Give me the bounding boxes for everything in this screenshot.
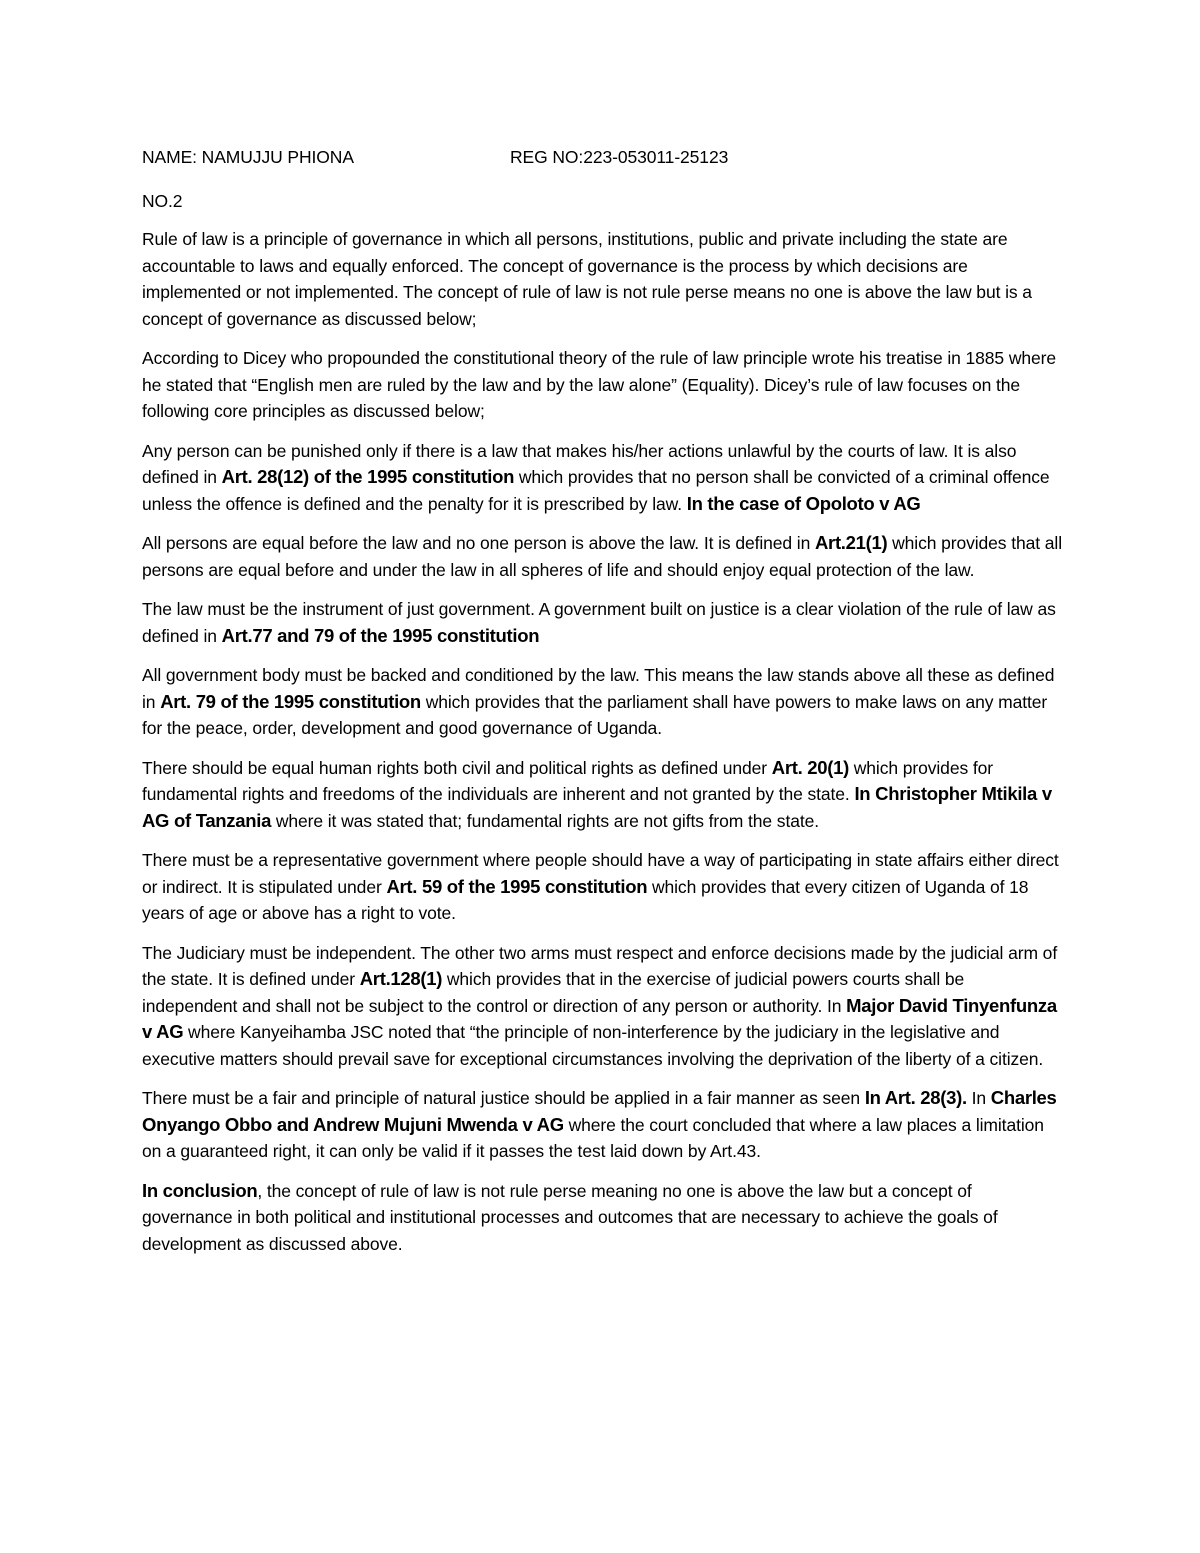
bold-citation: Art. 20(1) [771,756,849,778]
paragraph [142,662,1062,742]
bold-citation: In the case of Opoloto v AG [686,492,921,514]
registration-number: REG NO:223-053011-25123 [510,147,729,167]
text-run: where it was stated that; fundamental rights are not gifts from the state. [271,810,819,831]
bold-citation: In conclusion [142,1179,258,1201]
paragraph [142,438,1062,518]
text-run: Any person can be punished only if there is a law that makes his/her actions unlawful by the courts of law. It is also defined in [142,440,1017,487]
text-run: which provides that no person shall be convicted of a criminal offence unless the offence is defined and the penalty for it is prescribed by law. [142,467,1050,514]
text-run: There must be a representative government where people should have a way of participating in state affairs either direct or indirect. It is stipulated under [142,850,1059,897]
paragraph [142,1178,1062,1258]
paragraph [142,847,1062,927]
bold-citation: In Art. 28(3). [864,1087,967,1108]
paragraph [142,345,1062,425]
paragraph [142,530,1062,583]
bold-citation: Art.77 and 79 of the 1995 constitution [221,624,540,646]
text-run: There should be equal human rights both civil and political rights as defined under [142,757,772,778]
text-run: , the concept of rule of law is not rule perse meaning no one is above the law but a concept of governance in both political and institutional processes and outcomes that are necessary to achieve the goals of development as discussed above. [142,1180,998,1254]
bold-citation: Art. 59 of the 1995 constitution [386,875,648,897]
text-run: According to Dicey who propounded the constitutional theory of the rule of law principle wrote his treatise in 1885 where he stated that “English men are ruled by the law and by the law alone” (Equality). Dicey’s rule of law focuses on the following core principles as discussed below; [142,348,1056,421]
bold-citation: In Christopher Mtikila v AG of Tanzania [142,783,1052,831]
student-name: NAME: NAMUJJU PHIONA [142,147,354,167]
text-run: In [966,1088,991,1108]
paragraph [142,755,1062,835]
text-run: Rule of law is a principle of governance in which all persons, institutions, public and private including the state are accountable to laws and equally enforced. The concept of governance is the process by which decisions are implemented or not implemented. The concept of rule of law is not rule perse means no one is above the law but is a concept of governance as discussed below; [142,229,1032,329]
bold-citation: Charles Onyango Obbo and Andrew Mujuni Mwenda v AG [142,1087,1057,1135]
text-run: The law must be the instrument of just government. A government built on justice is a clear violation of the rule of law as defined in [142,599,1056,646]
text-run: which provides that every citizen of Uganda of 18 years of age or above has a right to vote. [142,876,1029,923]
text-run: The Judiciary must be independent. The other two arms must respect and enforce decisions made by the judicial arm of the state. It is defined under [142,942,1058,989]
document-body [142,226,1062,1270]
text-run: where the court concluded that where a law places a limitation on a guaranteed right, it can only be valid if it passes the test laid down by Art.43. [142,1114,1044,1161]
text-run: which provides for fundamental rights and freedoms of the individuals are inherent and not granted by the state. [142,757,993,804]
paragraph [142,940,1062,1073]
paragraph [142,1085,1062,1165]
question-number: NO.2 [142,191,183,211]
paragraph [142,596,1062,649]
text-run: All government body must be backed and conditioned by the law. This means the law stands above all these as defined in [142,665,1055,712]
text-run: There must be a fair and principle of natural justice should be applied in a fair manner as seen [142,1088,865,1108]
paragraph [142,226,1062,332]
text-run: All persons are equal before the law and no one person is above the law. It is defined in [142,533,815,553]
bold-citation: Art. 79 of the 1995 constitution [160,690,421,712]
bold-citation: Art.128(1) [359,968,443,989]
bold-citation: Art.21(1) [814,532,888,553]
bold-citation: Art. 28(12) of the 1995 constitution [221,466,515,487]
text-run: where Kanyeihamba JSC noted that “the principle of non-interference by the judiciary in the legislative and executive matters should prevail save for exceptional circumstances involving the deprivation of the liberty of a citizen. [142,1022,1044,1069]
text-run: which provides that all persons are equal before and under the law in all spheres of life and should enjoy equal protection of the law. [142,533,1062,580]
bold-citation: Major David Tinyenfunza v AG [142,994,1057,1042]
text-run: which provides that in the exercise of judicial powers courts shall be independent and shall not be subject to the control or direction of any person or authority. In [142,969,965,1016]
document-header [142,144,1102,170]
text-run: which provides that the parliament shall have powers to make laws on any matter for the peace, order, development and good governance of Uganda. [142,691,1048,738]
